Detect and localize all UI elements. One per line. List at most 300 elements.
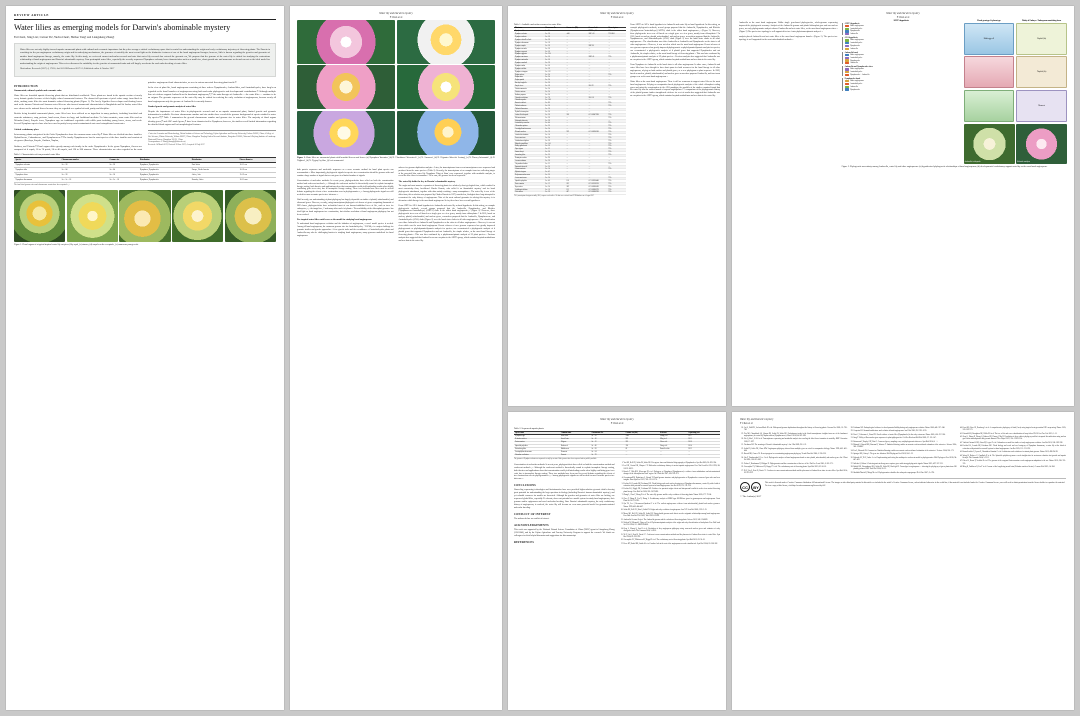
cell: — <box>565 99 587 102</box>
th-chromosome: Chromosome No. <box>544 27 565 30</box>
cell: PRJNA.. , 5-1 <box>588 30 608 33</box>
cell: SRA 19 <box>588 85 608 88</box>
col2-paragraph-3: Despite the importance of water lilies in phylogenetic research and as an aquatic ornamental plant, limited genetic and genomic information is available. Previous chromosome number and size studies have revealed the genome background of species studied in water lily species.¹⁸,¹⁹ Table 1 summarizes the general chromosome number and genome size in water lilies. The majority of floral organs identity genes,²⁰ and ABC model genes,²¹ have been characterized in Nymphaea; however, the studies reveal limited information regarding the detailed floral organs and leaf morphological features. <box>148 110 276 127</box>
cell: 2n = 36 <box>544 94 565 97</box>
cell: 2n = 40 <box>544 180 565 183</box>
cell: — <box>588 105 608 108</box>
cell: 2n = 114 <box>544 143 565 146</box>
cc-icon-group <box>740 482 761 492</box>
cell: Spirodela polyrhiza <box>514 180 544 183</box>
cell: Houttuynia cordata <box>514 157 544 160</box>
hypothesis-block <box>842 37 961 50</box>
th-genome-bank: Genome bank <box>588 27 608 30</box>
article-citation: Horticulture Research (2017) 4, 17051; doi:10.1038/hortres.2017.51; Published online 4 October 2017 <box>20 68 115 71</box>
cell: Wang et al. <box>659 444 687 447</box>
cell: — <box>608 91 627 94</box>
clade-name: Nymphaeales <box>850 30 860 33</box>
col2-paragraph-1: Ondinea, and Victoria.¹³ Floral organs differ greatly among each family in the order Nymphaeales. In the genus Nymphaea, flowers are composed of 4 sepals, 10 to 70 petals, 20 to 40 carpels, and 120 to 200 stamens. These characteristics are often regarded as the most primitive angiosperm floral characteristics, as seen in various ancestral flowering plant fossils.¹⁴ <box>14 81 237 152</box>
cell: 82 <box>625 448 660 451</box>
nelumbo-photo-label: Nelumbo nucifera <box>1017 161 1030 164</box>
page2-columns <box>297 167 495 243</box>
running-head-sub: F Chen et al <box>896 15 910 19</box>
cell: Nymphaea nouchali <box>514 62 544 65</box>
cell: Nymphaea lotus <box>14 173 60 178</box>
cell: Nymphaea tetragona <box>514 71 544 74</box>
cell: — <box>588 53 608 56</box>
th-chrom: Chromosome No. <box>590 431 624 435</box>
cell: — <box>608 42 627 45</box>
cell: — <box>565 177 587 180</box>
ploidy-triploid: Triploid (3n) <box>1016 56 1067 88</box>
figure-1c-image <box>119 190 170 242</box>
cell: TSA <box>608 143 627 146</box>
cell: — <box>608 120 627 123</box>
cell: Eelgrass <box>560 441 591 444</box>
cell: 2n = 84 <box>544 30 565 33</box>
cell: East Africa <box>190 163 238 168</box>
p3-col-p2: From Nymphaea to Amborella as the basal sister to all other angiosperms: In other cases, Amborella and water lilies have been thought to have short spans for both resources for the basal lineage to all other angiosperms, relying on both nuclear and plastid genes, or a new phylogram or plant sequence. In 2009, based on nuclear, plastid, mitochondrial, and nuclear genes researchers proposed Amborella, and four taxon groups were as the most basal angiosperms.⁴⁹ <box>630 63 720 78</box>
cell: — <box>588 148 608 151</box>
cell: TSA <box>608 154 627 157</box>
running-head-p5 <box>514 418 720 426</box>
cell: — <box>565 108 587 111</box>
cell: — <box>588 168 608 171</box>
cell: 2n = 26 <box>544 145 565 148</box>
cell: 2n = 28 <box>544 117 565 120</box>
clade-color-swatch <box>845 42 849 44</box>
cell: — <box>608 108 627 111</box>
cell: 2n = 16 <box>544 131 565 134</box>
cell: Rwanda, Africa <box>190 177 238 182</box>
cell: — <box>588 48 608 51</box>
figure-1d-image <box>172 190 223 242</box>
author-list: Fei Chen¹, Xing Liu², Cuiwei Yu³, Yuchu Chen⁴, Haibao Tang¹ and Liangsheng Zhang¹ <box>14 34 115 39</box>
cell: TSA <box>608 183 627 186</box>
clade-color-swatch <box>845 45 849 47</box>
cell: — <box>565 51 587 54</box>
cell: 2n = 28 <box>544 39 565 42</box>
cell: SRA 1.6 <box>588 97 608 100</box>
cell: — <box>565 71 587 74</box>
reference-item: 12. Amborella Genome Project. The Amborella genome and the evolution of flowering plants. Science 2013; 342: 1241089. <box>624 519 721 521</box>
cell: Nymphaea, Nymphaeales <box>138 177 190 182</box>
cell: — <box>565 140 587 143</box>
cell: — <box>588 160 608 163</box>
table1-note: The four listed genome sizes and chromosome counts have been reported.¹⁸,¹⁹ <box>14 183 70 186</box>
cell: — <box>588 102 608 105</box>
reference-item: 8. Chen F, Zhang X, Liu X, Zhang L. Evolutionary analysis of MIKC-type MADS-box genes in gymnosperms and angiosperms. Front Plant Sci 2017; 8: 895. <box>624 498 721 503</box>
cell: Africa, Asia <box>190 173 238 178</box>
cell: TSA <box>608 134 627 137</box>
cell: TSA <box>608 148 627 151</box>
cell: Drimys granadensis <box>514 145 544 148</box>
cell: TSA <box>608 97 627 100</box>
ploidy-monocot: Monocot <box>1016 90 1067 122</box>
cell: — <box>565 128 587 131</box>
cell: 2n = 18 <box>544 42 565 45</box>
cell: — <box>588 79 608 82</box>
cell: — <box>565 125 587 128</box>
hypothesis-title: Amborella basal <box>844 51 858 54</box>
th-common-name: Common name <box>560 431 591 435</box>
cell: — <box>608 53 627 56</box>
table-water-lily-characteristics <box>14 157 276 182</box>
cell: 2n = 26 <box>544 151 565 154</box>
ploidy-column-header: Ploidy of Embryo / Endosperm nourishing tissue <box>1021 19 1062 22</box>
cell: — <box>588 91 608 94</box>
cell: — <box>588 154 608 157</box>
cell: — <box>565 62 587 65</box>
clade-name: Amborella <box>850 62 858 65</box>
figure-1a-image <box>14 190 65 242</box>
flower-image-6 <box>397 111 495 155</box>
cell: — <box>608 36 627 39</box>
th-4: Distribution <box>190 158 238 163</box>
clade-name: Nymphaeales + Amborella <box>850 74 870 77</box>
cell: — <box>608 51 627 54</box>
clade-name: Nymphaeales <box>850 59 860 62</box>
clade-label <box>845 48 961 50</box>
cell: Zhang et al. <box>659 435 687 438</box>
cell: 2n = 104 <box>544 99 565 102</box>
cell: 2n = 30 <box>544 154 565 157</box>
cell: GCA 000003745 <box>588 191 608 194</box>
cell: Zostera marina <box>514 441 560 444</box>
cell: 2n = 28 <box>60 163 108 168</box>
hypothesis-block <box>842 78 961 91</box>
cell: — <box>588 111 608 114</box>
running-head-title: Water lily and Darwin's mystery <box>379 12 413 15</box>
cell: — <box>565 105 587 108</box>
reference-item: 33. Mirarab S, Bayzid MS, Boussau B, Warnow T. Statistical binning enables an accurate coalescent-based estimation of the avian tree. Science 2014; 346: 1250463. <box>853 444 956 449</box>
cell: Sacred lotus <box>560 438 591 441</box>
cell: — <box>588 171 608 174</box>
clade-color-swatch <box>845 88 849 90</box>
cell: TSA <box>608 145 627 148</box>
cell: Olsen et al. <box>659 441 687 444</box>
cell: Brasenia schreberi <box>514 102 544 105</box>
cell: 2n = 28 <box>590 448 624 451</box>
cell: — <box>608 157 627 160</box>
p2-col1-p2: Concentration of molecular methods: In recent years, phylogeneticists have relied on both the concatenation method and coalescent method.²³,²⁴ Although the coalescent method is theoretically sound to explain incomplete lineage sorting, both theories and applications show that concatenation could yield misleading results when highly conflicting gene trees exist, due to incomplete lineage sorting. These two methods have been used in several debates regarding the effects of tree construction error in phylogenomics.²⁵,²⁶ Among phylogenetic signals are still needed for more accurate species tree inference.²⁷ <box>297 179 394 197</box>
table2-caption: Table 2. Sequenced aquatic plants <box>514 427 544 430</box>
cell: — <box>565 74 587 77</box>
reference-item: 29. Carpenter KJ. Stomatal architecture and evolution in basal angiosperms. Am J Bot 2005; 92: 1595–1615. <box>853 430 956 432</box>
cell: — <box>565 85 587 88</box>
cell: TSA <box>608 117 627 120</box>
cc-license-text: This work is licensed under a Creative Commons Attribution 4.0 International License. The images or other third party material in this article are included in the article's Creative Commons license, unless indicated otherwise in the credit line; if the material is not included under the Creative Commons license, users will need to obtain permission from the license holder to reproduce the material. To view a copy of this license, visit http://creativecommons.org/licenses/by/4.0/ <box>765 482 1065 488</box>
cell: — <box>565 154 587 157</box>
reference-item: 15. Xi Z, Liu L, Rest JS, Davis CC. Coalescent versus concatenation methods and the placement of Amborella as sister to water lilies. Syst Biol 2014; 63: 919–932. <box>624 534 721 539</box>
cell: Illicium anisatum <box>514 117 544 120</box>
cell: — <box>565 120 587 123</box>
reference-item: 20. Wu Q, Shu J, Li S-S et al. Transcriptome sequencing and metabolite analysis for revealing the blue flower formation in waterlily. BMC Genomics 2016; 17: 897. <box>744 438 847 443</box>
cell: 15–25 cm <box>238 173 276 178</box>
cell: Myristica fragrans <box>514 171 544 174</box>
cell-diagram-wgd: Multi-egg cell <box>964 23 1015 55</box>
cell: — <box>608 39 627 42</box>
figure-2-phylogeny <box>842 20 1067 164</box>
p2-col1-p5: To understand basal angiosperm evolution and the initiation of angiosperms, a novel model species is needed. Among all basal angiosperms, the enormous genome size for Austrobaileyales, ~700 Mb,³³ is a major challenge for genomic studies and genetic approaches. A few genetic tools and the resemblance of Austrobaileyales plants and Amborella may also be challenging barriers to studying basal angiosperms, many genomes underlined for basal angiosperms. <box>297 223 394 238</box>
cell: — <box>608 171 627 174</box>
reference-item: 39. Shakhali-Tabrizi K, Minge M et al. Phylogenomics reshuffles the eukaryotic supergroups. PLoS One 2007; 2: e790. <box>853 472 956 474</box>
paper-page-4 <box>732 6 1074 406</box>
cell: 10–20 cm <box>238 168 276 173</box>
cell: — <box>565 82 587 85</box>
cell: 2n = 24 <box>544 128 565 131</box>
cell: Nymphaea caerulea <box>514 48 544 51</box>
reference-item: 41. Ricardo B-R, Broughton RE, Willis EO et al. The tree of life and a new classification of bony fishes. PLOS Curr Tree Life 2013; 1–51. <box>963 433 1066 435</box>
cell: 2n = 16 <box>590 438 624 441</box>
clade-name: Austrobaileyales <box>850 71 863 74</box>
cell: Nymphaea odorata <box>514 36 544 39</box>
cell: 2n = 56 <box>108 173 138 178</box>
cell: Hedyosmum arborescens <box>514 174 544 177</box>
cell: GCA 001185155 <box>588 183 608 186</box>
cell: Magnolia grandiflora <box>514 143 544 146</box>
cell: Nymphaea rubra <box>514 65 544 68</box>
cell: TSA <box>608 56 627 59</box>
reference-item: 35. Springer MS, Gatesy J. The gene tree delusion. Mol Phylogenet Evol 2016; 94: 1–33. <box>853 453 956 455</box>
table-row <box>514 454 720 457</box>
cell: Asarum caudatum <box>514 160 544 163</box>
cell: Europe, North America <box>190 168 238 173</box>
running-head-title: Water lily and Darwin's mystery <box>886 12 920 15</box>
section-heading-introduction: INTRODUCTION <box>14 84 38 88</box>
figure-1-caption: Figure 1. Floral organs of a typical tropical water lily cut piece (lily sepal, (c) stamen, (d) carpels on the receptacle, (e) numerous young seeds. <box>14 243 139 246</box>
cell: 2016 <box>687 441 720 444</box>
cell: 929 <box>625 438 660 441</box>
cell: 2n = 20 <box>544 166 565 169</box>
cell: — <box>608 79 627 82</box>
cell: — <box>588 140 608 143</box>
cell: Cabomba aquatica <box>514 99 544 102</box>
clade-name: Amborella <box>850 47 858 50</box>
cell: — <box>565 117 587 120</box>
running-head-p4 <box>739 12 1067 20</box>
cell: Nuphar lutea <box>514 76 544 79</box>
clade-name: Amborella <box>850 33 858 36</box>
creative-commons-block <box>740 478 1066 492</box>
cell: 2n = 34 <box>544 74 565 77</box>
cell: — <box>565 168 587 171</box>
cell: — <box>588 88 608 91</box>
cell: Sarcandra glabra <box>514 154 544 157</box>
clade-label <box>845 74 961 76</box>
clade-name: Austrobaileyales <box>850 27 863 30</box>
table-sequenced-aquatic-plants <box>514 431 720 458</box>
reference-item: 11. Moore MJ, Bell CD, Soltis PS, Soltis DE. Using plastid genome-scale data to resolve enigmatic relationships among basal angiosperms. Proc Natl Acad Sci USA 2007; 104: 19363–19368. <box>624 513 721 518</box>
cell: Nymphaea ampla <box>514 45 544 48</box>
clade-color-swatch <box>845 83 849 85</box>
cell: — <box>588 163 608 166</box>
flower-image-5 <box>297 111 395 155</box>
cell: — <box>588 76 608 79</box>
cell: — <box>608 62 627 65</box>
cell: Nymphaea alba <box>514 30 544 33</box>
cell: 2017 <box>687 435 720 438</box>
cell: Chloranthus spicatus <box>514 125 544 128</box>
cell: Trithuria filamentosa <box>514 108 544 111</box>
cell: — <box>588 108 608 111</box>
reference-item: 28. Friedman WE. Embryological evidence for developmental lability during early angiosperm evolution. Nature 2006; 441: 337–340. <box>853 427 956 429</box>
cell: Nymphaea gigantea <box>514 53 544 56</box>
clade-color-swatch <box>845 62 849 64</box>
cell: Austrobaileya scandens <box>514 122 544 125</box>
cell: 2n = 26 <box>544 105 565 108</box>
cell: — <box>565 160 587 163</box>
cell: Nymphaea spp. <box>514 435 560 438</box>
th-plant-name: Plant name <box>514 27 544 30</box>
running-head-title: Water lily and Darwin's mystery <box>600 418 634 421</box>
cell: ≈400 <box>625 435 660 438</box>
clade-name: Other angiosperms <box>850 53 864 56</box>
cell: Nymphaea stellata <box>514 68 544 71</box>
cell: — <box>565 30 587 33</box>
cell: SRPA 10 <box>588 56 608 59</box>
cell: — <box>588 59 608 62</box>
clade-name: Austrobaileyales <box>850 56 863 59</box>
reference-item: 22. Soltis PS, Soltis DE, Chase MW. Angiosperm phylogeny inferred from multiple genes as a tool for comparative biology. Nature 1999; 402: 402–404. <box>744 448 847 453</box>
cell: Trithuria submersa <box>514 105 544 108</box>
cell: — <box>565 97 587 100</box>
abstract-box <box>14 43 276 77</box>
cell: 2n = 52 <box>544 148 565 151</box>
cell: 158 <box>565 180 587 183</box>
cell: — <box>588 82 608 85</box>
cell: — <box>565 171 587 174</box>
cell: TSA <box>608 114 627 117</box>
table1-caption: Table 1. Characteristics of four perennial water lilies <box>14 154 61 157</box>
page-title: Water lilies as emerging models for Darwin's abominable mystery <box>14 22 231 32</box>
paper-page-5 <box>508 412 726 710</box>
cell: 2n = 24 <box>544 177 565 180</box>
cell: Aristolochia fimbriata <box>514 134 544 137</box>
cell: 2n = 56 <box>544 56 565 59</box>
table-row <box>14 177 276 182</box>
cell: 2n = 84 <box>60 168 108 173</box>
figure-waterlily-gallery <box>297 20 495 155</box>
section-heading-acknowledgements: ACKNOWLEDGEMENTS <box>514 523 549 527</box>
reference-item: 3. Borsch T, Hilu KW, Wiersema JH et al. Phylogeny of Nymphaea (Nymphaeaceae): evidence from substitutions and microstructural changes in the chloroplast trnT-trnF region. Int J Plant Sci 2007; 168: 639–671. <box>624 471 721 476</box>
col2-paragraph-2: In the view of plant life, basal angiosperms consisting of three orders: Nymphaeales, Amborellales, and Austrobaileyales, have long been regarded as the basal branches of angiosperms using both molecular phylogenetic and developmental contributions.¹⁵ Although multiple lines of evidence support Amborella as the basalmost angiosperm,¹⁶,¹⁷ the main lineages of Amborella — the water lilies — continue to be an enigma. The genomic sequences of the water lily may be critical in resolving the early evolution of angiosperms, because nearly all basal angiosperms only the genome of Amborella is currently known. <box>148 87 276 103</box>
cell: 2n = 80 <box>544 102 565 105</box>
cell: — <box>565 76 587 79</box>
cell: — <box>608 59 627 62</box>
cell: 2n = 10 <box>544 189 565 192</box>
cell: 389 <box>565 186 587 189</box>
cell: — <box>565 111 587 114</box>
cell: Liriodendron tulipifera <box>514 140 544 143</box>
body-columns <box>14 82 276 153</box>
cell: 2n = 84 <box>108 168 138 173</box>
cell: 2n = 38 <box>544 140 565 143</box>
cell: 2n = 40 <box>590 444 624 447</box>
cell: — <box>565 68 587 71</box>
p3-col-p3: Water lilies as the most basal angiosperms. There is still no consensus to support water lilies as the most basal angiosperms. Relying on comparative-based phylogenetic analysis of the whole chloroplast coding genes and using the concatenation in the ANA paradigm, the parallels of the studies examined found that the water lily was the earliest branch of sequent angiosperms.⁵⁰ A comparison of the phylogenomic history of the plastid genome further strengthened evidence for a set of results also suggested that Amborella was an exception to the ANITA group, which contained myriad metabolisms and new data in the water lily. <box>630 80 720 98</box>
hypothesis-title: ANITA hypothesis <box>844 22 860 25</box>
cell: 10–15 cm <box>238 163 276 168</box>
cell: — <box>588 174 608 177</box>
reference-item: 44. Povilus RA, Losada JM, Friedman WE. Floral biology and ovule and seed ontogeny of Nymphaea thermarum, a water lily at the brink of extinction with potential as a model system for basal angiosperms. Ann Bot 2015; 115: 211–226. <box>963 445 1066 450</box>
cell: — <box>565 53 587 56</box>
reference-item: 38. Ruhfel BR, Gitzendanner MA, Soltis PS, Soltis DE, Burleigh JG. From algae to angiosperms — inferring the phylogeny of green plants from 360 plastid genomes. BMC Evol Biol 2014; 14: 23. <box>853 466 956 471</box>
flower-image-3 <box>297 65 395 109</box>
section-heading-coi: CONFLICT OF INTEREST <box>514 512 551 516</box>
cell: 2n = 2x = 18 <box>108 177 138 182</box>
cell: — <box>588 94 608 97</box>
hypothesis-title: Nymphaeales basal <box>844 78 861 81</box>
section-heading-references: REFERENCES <box>514 540 535 544</box>
cell: — <box>565 145 587 148</box>
cell: TSA <box>608 74 627 77</box>
cell: Nuphar advena <box>514 74 544 77</box>
cell: Nelumbo nucifera <box>514 131 544 134</box>
cell: 2n = 56 <box>544 36 565 39</box>
phenotype-column-header: Floral genotype & phenotype <box>977 19 1001 22</box>
cell: — <box>608 174 627 177</box>
reference-item: 13. Wickett NJ, Mirarab S, Nguyen N et al. Phylotranscriptomic analysis of the origin and early diversification of land plants. Proc Natl Acad Sci USA 2014; 111: E4859–E4868. <box>624 522 721 527</box>
reference-item: 36. Edwards SV, Xi Z, Janke A et al. Implementing and testing the multispecies coalescent model in phylogenomics. Mol Phylogenet Evol 2016; 94: 447–462. <box>853 457 956 462</box>
cell: Nymphaea alba <box>14 168 60 173</box>
reference-item: 9. Qiu YL, Lee J, Bernasconi-Quadroni F et al. The earliest angiosperms: evidence from mitochondrial, plastid and nuclear genomes. Nature 1999; 402: 404–407. <box>624 503 721 508</box>
cell: 2n = 112 <box>544 71 565 74</box>
figure-1b-image <box>67 190 118 242</box>
cell: — <box>588 36 608 39</box>
cell: — <box>565 166 587 169</box>
cell: GCA 000005425 <box>588 186 608 189</box>
cell: 2n = 28 <box>544 33 565 36</box>
th-genome-size: Genome size (Mb) <box>565 27 587 30</box>
cell: — <box>565 65 587 68</box>
cell: 2n = 44 <box>544 122 565 125</box>
cell: — <box>608 45 627 48</box>
cell: 2n = 22 <box>544 163 565 166</box>
cell: — <box>565 42 587 45</box>
cell: — <box>565 56 587 59</box>
subheading-limited-genetics: Limited genetic and genomic analysis of water lilies <box>148 106 196 109</box>
cell: SRP 1-10 <box>588 33 608 36</box>
clade-color-swatch <box>845 33 849 35</box>
cell: 2n = 56 <box>544 59 565 62</box>
cell: Nymphaea thermarum <box>14 177 60 182</box>
cell: 2n = 26 <box>544 114 565 117</box>
cell: 2n = 12 <box>544 183 565 186</box>
p2-subheading-model: Pre-tropical water lilies could serve as the model for studying basal angiosperms <box>297 219 372 222</box>
cell: 202 <box>565 183 587 186</box>
hypotheses-panel <box>842 20 961 164</box>
cell: 2n = 2x = 18 <box>60 177 108 182</box>
table-molecular-resources <box>514 27 626 195</box>
cell: 487 <box>565 191 587 194</box>
clade-name: Austrobaileyales <box>850 42 863 45</box>
cell: — <box>565 48 587 51</box>
cell: — <box>608 71 627 74</box>
amborella-photo-label: Amborella trichopoda <box>964 161 981 164</box>
paper-page-2 <box>290 6 502 710</box>
cell: 748 <box>565 114 587 117</box>
cell: TSA <box>608 105 627 108</box>
clade-name: Austrobaileyales <box>850 83 863 85</box>
cell: — <box>565 157 587 160</box>
paper-page-1 <box>6 6 284 710</box>
cell: TSA <box>608 137 627 140</box>
cell: Hydatella inconspicua <box>514 111 544 114</box>
cell: TSA <box>608 168 627 171</box>
cell: Cabomba caroliniana <box>514 454 560 457</box>
cell: — <box>659 454 687 457</box>
reference-item: 43. Vialette-Guiraud ACM, Alaux M, Legeai F et al. Cabomba as a model for studies of early angiosperm evolution. Ann Bot 2011; 108: 589–598. <box>963 442 1066 444</box>
